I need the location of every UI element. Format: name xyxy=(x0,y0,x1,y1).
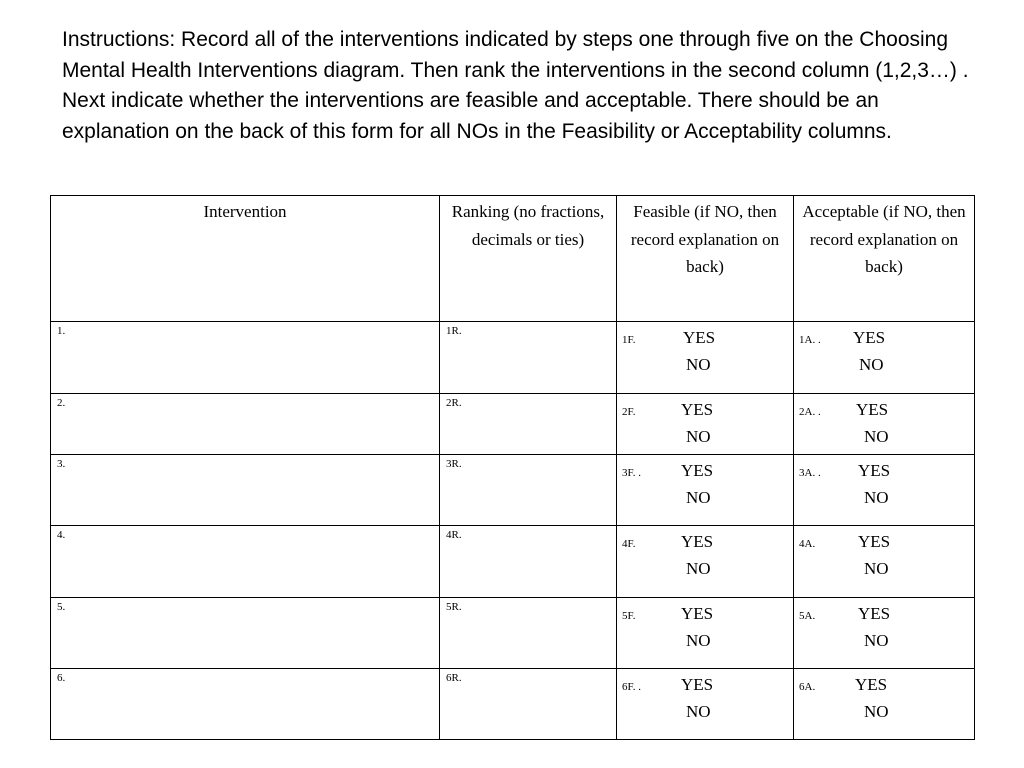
feasible-yes-option[interactable]: YES xyxy=(681,461,714,480)
intervention-number: 4. xyxy=(57,529,66,541)
intervention-cell[interactable] xyxy=(51,526,440,598)
acceptable-yes-option[interactable]: YES xyxy=(858,532,891,551)
acceptable-cell xyxy=(794,669,975,740)
acceptable-label: 1A. . xyxy=(799,334,821,346)
acceptable-label: 6A. xyxy=(799,681,816,693)
intervention-cell[interactable] xyxy=(51,455,440,526)
intervention-number: 1. xyxy=(57,325,66,337)
feasible-no-option[interactable]: NO xyxy=(686,631,711,650)
acceptable-label: 5A. xyxy=(799,610,816,622)
acceptable-no-option[interactable]: NO xyxy=(864,631,889,650)
acceptable-cell xyxy=(794,526,975,598)
intervention-number: 2. xyxy=(57,397,66,409)
intervention-cell[interactable] xyxy=(51,394,440,455)
intervention-number: 3. xyxy=(57,458,66,470)
acceptable-label: 3A. . xyxy=(799,467,821,479)
feasible-cell xyxy=(617,598,794,669)
acceptable-no-option[interactable]: NO xyxy=(864,488,889,507)
interventions-table xyxy=(50,195,975,740)
ranking-number: 5R. xyxy=(446,601,462,613)
acceptable-yes-option[interactable]: YES xyxy=(858,604,891,623)
acceptable-yes-option[interactable]: YES xyxy=(858,461,891,480)
acceptable-label: 4A. xyxy=(799,538,816,550)
ranking-cell[interactable] xyxy=(440,598,617,669)
header-intervention: Intervention xyxy=(51,196,440,322)
acceptable-cell xyxy=(794,455,975,526)
ranking-number: 4R. xyxy=(446,529,462,541)
table-row xyxy=(51,394,975,455)
feasible-cell xyxy=(617,669,794,740)
acceptable-no-option[interactable]: NO xyxy=(864,559,889,578)
table-row xyxy=(51,669,975,740)
feasible-label: 6F. . xyxy=(622,681,641,693)
acceptable-yes-option[interactable]: YES xyxy=(855,675,888,694)
header-feasible: Feasible (if NO, then record explanation on back) xyxy=(617,196,794,322)
acceptable-no-option[interactable]: NO xyxy=(864,427,889,446)
feasible-no-option[interactable]: NO xyxy=(686,427,711,446)
ranking-cell[interactable] xyxy=(440,322,617,394)
intervention-number: 6. xyxy=(57,672,66,684)
ranking-number: 2R. xyxy=(446,397,462,409)
acceptable-yes-option[interactable]: YES xyxy=(856,400,889,419)
ranking-cell[interactable] xyxy=(440,669,617,740)
feasible-yes-option[interactable]: YES xyxy=(681,532,714,551)
ranking-number: 1R. xyxy=(446,325,462,337)
feasible-label: 2F. xyxy=(622,406,636,418)
ranking-number: 3R. xyxy=(446,458,462,470)
acceptable-cell xyxy=(794,394,975,455)
table-row xyxy=(51,322,975,394)
acceptable-label: 2A. . xyxy=(799,406,821,418)
feasible-cell xyxy=(617,526,794,598)
ranking-number: 6R. xyxy=(446,672,462,684)
feasible-no-option[interactable]: NO xyxy=(686,702,711,721)
intervention-cell[interactable] xyxy=(51,322,440,394)
acceptable-cell xyxy=(794,322,975,394)
acceptable-no-option[interactable]: NO xyxy=(859,355,884,374)
acceptable-yes-option[interactable]: YES xyxy=(853,328,886,347)
ranking-cell[interactable] xyxy=(440,394,617,455)
feasible-yes-option[interactable]: YES xyxy=(683,328,716,347)
ranking-cell[interactable] xyxy=(440,526,617,598)
feasible-label: 5F. xyxy=(622,610,636,622)
feasible-yes-option[interactable]: YES xyxy=(681,604,714,623)
intervention-cell[interactable] xyxy=(51,598,440,669)
feasible-label: 1F. xyxy=(622,334,636,346)
ranking-cell[interactable] xyxy=(440,455,617,526)
intervention-number: 5. xyxy=(57,601,66,613)
acceptable-cell xyxy=(794,598,975,669)
feasible-label: 3F. . xyxy=(622,467,641,479)
feasible-cell xyxy=(617,394,794,455)
feasible-cell xyxy=(617,322,794,394)
feasible-label: 4F. xyxy=(622,538,636,550)
feasible-no-option[interactable]: NO xyxy=(686,559,711,578)
header-acceptable: Acceptable (if NO, then record explanation on back) xyxy=(794,196,975,322)
header-ranking: Ranking (no fractions, decimals or ties) xyxy=(440,196,617,322)
feasible-cell xyxy=(617,455,794,526)
feasible-no-option[interactable]: NO xyxy=(686,355,711,374)
table-header-row xyxy=(51,196,975,322)
table-row xyxy=(51,598,975,669)
acceptable-no-option[interactable]: NO xyxy=(864,702,889,721)
table-row xyxy=(51,455,975,526)
feasible-no-option[interactable]: NO xyxy=(686,488,711,507)
feasible-yes-option[interactable]: YES xyxy=(681,675,714,694)
instructions-text: Instructions: Record all of the interventions indicated by steps one through five on the Choosing Mental Health Interventions diagram. Then rank the interventions in the second column (1,2,3…) . Next indicate whether the interventions are feasible and acceptable. There should be an explanation on the back of this form for all NOs in the Feasibility or Acceptability columns. xyxy=(62,28,969,143)
intervention-cell[interactable] xyxy=(51,669,440,740)
table-row xyxy=(51,526,975,598)
feasible-yes-option[interactable]: YES xyxy=(681,400,714,419)
